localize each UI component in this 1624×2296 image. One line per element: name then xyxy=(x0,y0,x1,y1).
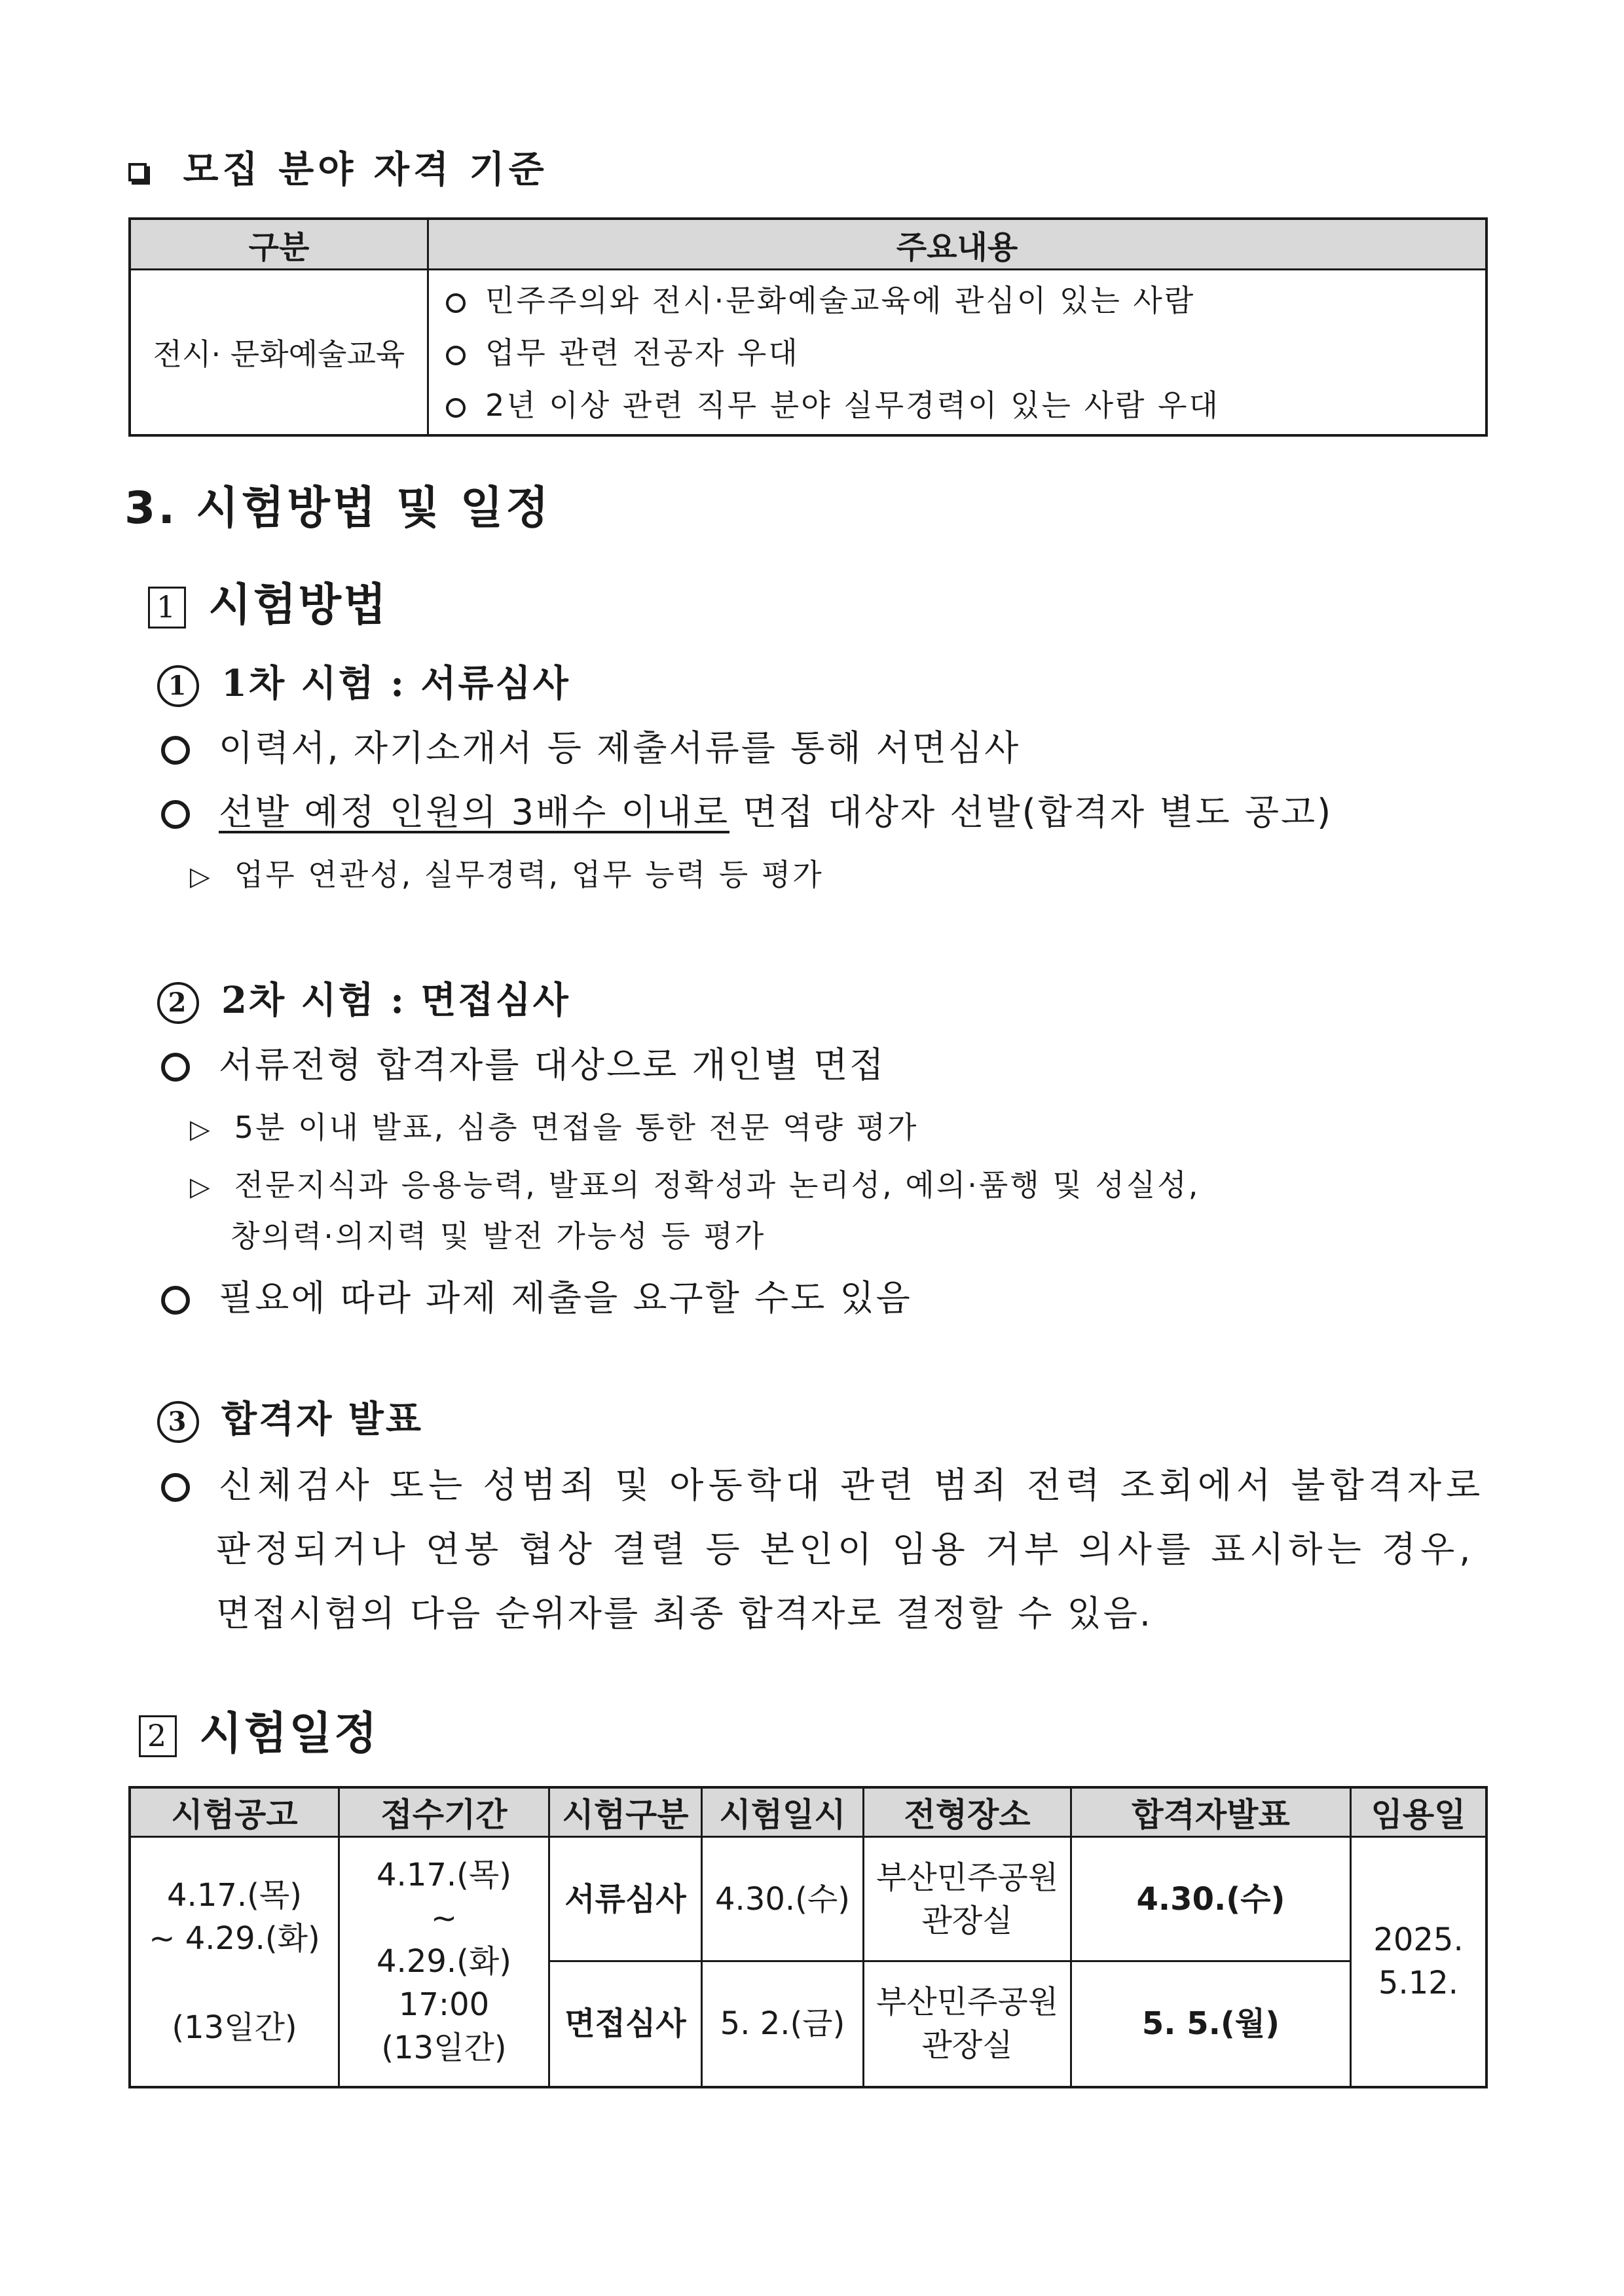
ring-bullet-icon xyxy=(446,293,466,313)
bullet-text: 신체검사 또는 성범죄 및 아동학대 관련 범죄 전력 조회에서 불합격자로 xyxy=(219,1465,1485,1506)
underlined-text: 선발 예정 인원의 3배수 이내로 xyxy=(219,792,729,833)
appointment-day: 5.12. xyxy=(1378,1965,1459,2002)
sub-item-continuation: 창의력·의지력 및 발전 가능성 등 평가 xyxy=(231,1218,766,1254)
exam-date-cell: 5. 2.(금) xyxy=(702,1961,864,2087)
qualification-table-row xyxy=(130,270,1486,436)
bullet-text: 필요에 따라 과제 제출을 요구할 수도 있음 xyxy=(219,1277,912,1319)
bullet-text: 서류전형 합격자를 대상으로 개인별 면접 xyxy=(219,1044,886,1085)
qualification-heading-text: 모집 분야 자격 기준 xyxy=(183,149,548,191)
schedule-title: 시험일정 xyxy=(199,1708,379,1760)
header-notice: 시험공고 xyxy=(130,1787,339,1837)
reception-duration: (13일간) xyxy=(381,2030,507,2067)
circle-bullet-icon xyxy=(161,1473,190,1502)
exam-place-cell xyxy=(864,1837,1071,1961)
sub-item xyxy=(190,1161,1200,1205)
appointment-year: 2025. xyxy=(1373,1922,1464,1959)
bullet-text: 면접 대상자 선발(합격자 별도 공고) xyxy=(729,792,1333,833)
appointment-date-cell xyxy=(1351,1837,1487,2087)
sub-item-text: 업무 연관성, 실무경력, 업무 능력 등 평가 xyxy=(234,857,824,892)
circle-bullet-icon xyxy=(161,1286,190,1315)
header-place: 전형장소 xyxy=(864,1787,1071,1837)
reception-tilde: ~ xyxy=(430,1900,458,1937)
header-reception: 접수기간 xyxy=(339,1787,549,1837)
circled-number: 1 xyxy=(157,665,199,707)
method-title: 시험방법 xyxy=(208,579,388,631)
reception-end: 4.29.(화) xyxy=(377,1943,511,1980)
sub-item-text: 5분 이내 발표, 심층 면접을 통한 전문 역량 평가 xyxy=(234,1110,919,1145)
list-item xyxy=(161,1037,885,1087)
stage1-title: 1차 시험 : 서류심사 xyxy=(221,662,570,705)
item-text: 업무 관련 전공자 우대 xyxy=(485,335,800,371)
reception-time: 17:00 xyxy=(398,1986,490,2024)
exam-type-cell: 면접심사 xyxy=(549,1961,702,2087)
category-cell: 전시· 문화예술교육 xyxy=(130,270,428,436)
stage3-title: 합격자 발표 xyxy=(221,1398,423,1441)
content-cell xyxy=(428,270,1487,436)
list-item xyxy=(161,784,1333,835)
list-item xyxy=(446,274,1485,327)
stage1-heading xyxy=(157,655,570,707)
boxed-number: 2 xyxy=(139,1715,177,1757)
table-row xyxy=(130,1837,1486,1961)
list-item xyxy=(161,1457,1485,1508)
header-date: 시험일시 xyxy=(702,1787,864,1837)
place-line: 부산민주공원 xyxy=(876,1984,1059,2021)
square-bullet-icon xyxy=(128,163,147,181)
reception-start: 4.17.(목) xyxy=(377,1857,511,1894)
boxed-number: 1 xyxy=(148,587,186,629)
ring-bullet-icon xyxy=(446,398,466,418)
place-line: 관장실 xyxy=(921,2027,1013,2064)
bullet-continuation: 판정되거나 연봉 협상 결렬 등 본인이 임용 거부 의사를 표시하는 경우, xyxy=(216,1529,1475,1570)
stage3-heading xyxy=(157,1391,423,1443)
triangle-bullet-icon: ▷ xyxy=(190,862,212,892)
schedule-table-header xyxy=(130,1787,1486,1837)
stage2-heading xyxy=(157,972,570,1024)
col-content-header: 주요내용 xyxy=(428,219,1487,270)
qualification-heading xyxy=(128,141,548,193)
stage2-title: 2차 시험 : 면접심사 xyxy=(221,979,570,1022)
list-item xyxy=(446,327,1485,379)
sub-item xyxy=(190,1104,918,1147)
notice-start: 4.17.(목) xyxy=(167,1877,302,1914)
circle-bullet-icon xyxy=(161,1053,190,1082)
result-date-cell: 4.30.(수) xyxy=(1071,1837,1351,1961)
section-title: 3. 시험방법 및 일정 xyxy=(124,483,551,534)
header-result: 합격자발표 xyxy=(1071,1787,1351,1837)
list-item xyxy=(161,720,1020,771)
circled-number: 2 xyxy=(157,982,199,1024)
col-category-header: 구분 xyxy=(130,219,428,270)
reception-period-cell xyxy=(339,1837,549,2087)
item-text: 민주주의와 전시·문화예술교육에 관심이 있는 사람 xyxy=(485,283,1196,318)
notice-end: ~ 4.29.(화) xyxy=(149,1920,320,1958)
ring-bullet-icon xyxy=(446,346,466,365)
place-line: 관장실 xyxy=(921,1902,1013,1939)
notice-period-cell xyxy=(130,1837,339,2087)
circled-number: 3 xyxy=(157,1401,199,1443)
schedule-heading xyxy=(139,1698,379,1762)
place-line: 부산민주공원 xyxy=(876,1859,1059,1896)
qualification-table-header xyxy=(130,219,1486,270)
triangle-bullet-icon: ▷ xyxy=(190,1114,212,1144)
bullet-text: 이력서, 자기소개서 등 제출서류를 통해 서면심사 xyxy=(219,727,1021,769)
circle-bullet-icon xyxy=(161,736,190,765)
method-heading xyxy=(148,570,388,633)
schedule-table xyxy=(128,1786,1488,2088)
bullet-continuation: 면접시험의 다음 순위자를 최종 합격자로 결정할 수 있음. xyxy=(216,1593,1153,1634)
exam-type-cell: 서류심사 xyxy=(549,1837,702,1961)
header-type: 시험구분 xyxy=(549,1787,702,1837)
exam-date-cell: 4.30.(수) xyxy=(702,1837,864,1961)
sub-item-text: 전문지식과 응용능력, 발표의 정확성과 논리성, 예의·품행 및 성실성, xyxy=(234,1167,1200,1203)
header-appointment: 임용일 xyxy=(1351,1787,1487,1837)
list-item xyxy=(446,379,1485,431)
list-item xyxy=(161,1270,912,1321)
result-date-cell: 5. 5.(월) xyxy=(1071,1961,1351,2087)
circle-bullet-icon xyxy=(161,800,190,829)
qualification-table xyxy=(128,217,1488,437)
item-text: 2년 이상 관련 직무 분야 실무경력이 있는 사람 우대 xyxy=(485,388,1220,423)
notice-duration: (13일간) xyxy=(172,2009,297,2047)
exam-place-cell xyxy=(864,1961,1071,2087)
sub-item xyxy=(190,851,824,894)
triangle-bullet-icon: ▷ xyxy=(190,1172,212,1202)
